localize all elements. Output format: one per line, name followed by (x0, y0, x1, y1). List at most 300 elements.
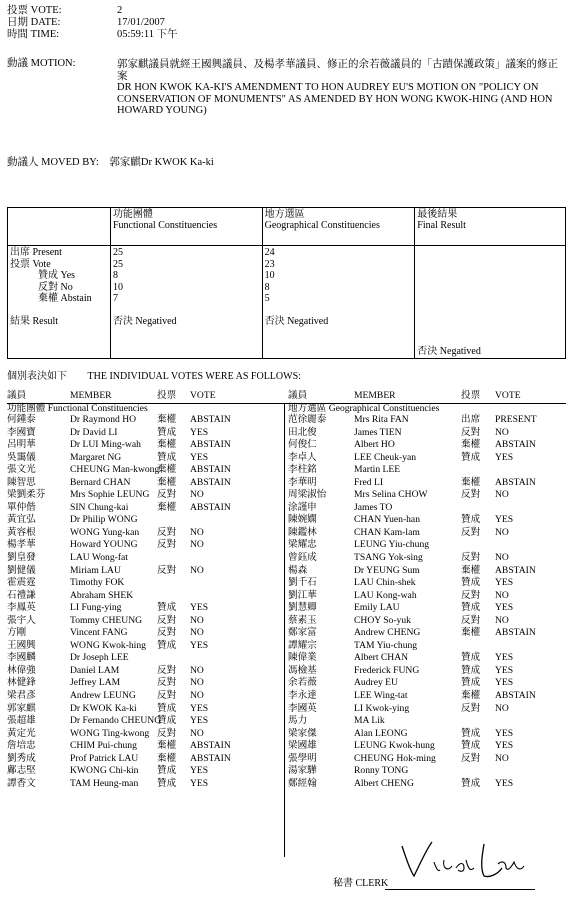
member-name-en: TAM Heung-man (70, 777, 139, 789)
vote-en: YES (190, 451, 209, 463)
member-name-en: SIN Chung-kai (70, 501, 129, 513)
vote-zh: 贊成 (461, 777, 481, 789)
member-name-en: Dr Raymond HO (70, 414, 137, 425)
member-name-zh: 楊孝華 (7, 539, 36, 551)
member-vote-row (7, 779, 282, 792)
member-name-zh: 黃容根 (7, 526, 36, 538)
gc-group-title: 地方選區 Geographical Constituencies (288, 403, 440, 414)
vote-en: YES (495, 740, 514, 752)
member-vote-row (288, 465, 566, 478)
vote-en: YES (495, 652, 514, 664)
member-name-zh: 霍震霆 (7, 577, 36, 589)
member-vote-row (288, 704, 566, 717)
member-vote-row (7, 591, 282, 604)
fc-present: 25 (112, 247, 123, 258)
member-name-zh: 周梁淑怡 (288, 489, 327, 501)
member-vote-row (7, 528, 282, 541)
vote-zh: 贊成 (157, 602, 177, 614)
member-name-en: WONG Ting-kwong (70, 727, 150, 739)
member-name-en: Emily LAU (354, 602, 400, 614)
clerk-signature-line (385, 889, 535, 890)
vote-zh: 反對 (157, 727, 177, 739)
gc-hdr-vote-zh: 投票 (461, 390, 481, 401)
member-name-en: Andrew CHENG (354, 627, 421, 639)
member-name-zh: 馮檢基 (288, 664, 317, 676)
vote-zh: 贊成 (461, 451, 481, 463)
individual-votes (7, 391, 566, 857)
member-name-zh: 蔡素玉 (288, 614, 317, 626)
final-header: 最後結果 Final Result (415, 208, 566, 246)
vote-zh: 反對 (157, 614, 177, 626)
vote-zh: 贊成 (157, 765, 177, 777)
vote-zh: 贊成 (461, 740, 481, 752)
count-labels (8, 246, 111, 359)
member-vote-row (7, 566, 282, 579)
gc-column (288, 391, 566, 791)
member-vote-row (7, 503, 282, 516)
vote-en: ABSTAIN (495, 564, 536, 576)
vote-en: YES (495, 677, 514, 689)
fc-column (7, 391, 282, 791)
vote-zh: 棄權 (461, 690, 481, 702)
vote-zh: 棄權 (461, 564, 481, 576)
member-vote-row (288, 741, 566, 754)
fc-counts (110, 246, 262, 359)
vote-en: YES (495, 602, 514, 614)
member-name-zh: 王國興 (7, 639, 36, 651)
member-name-en: Dr Fernando CHEUNG (70, 715, 162, 727)
member-name-zh: 余若薇 (288, 677, 317, 689)
vote-en: ABSTAIN (190, 439, 231, 451)
vote-zh: 贊成 (461, 652, 481, 664)
gc-hdr-member-en: MEMBER (354, 390, 396, 401)
member-name-en: Fred LI (354, 476, 384, 488)
member-name-zh: 張文光 (7, 464, 36, 476)
gc-header: 地方選區 Geographical Constituencies (262, 208, 415, 246)
fc-rows (7, 415, 282, 791)
fc-hdr-member-zh: 議員 (7, 390, 27, 401)
vote-zh: 出席 (461, 414, 481, 425)
mover-value: 郭家麒Dr KWOK Ka-ki (109, 157, 214, 168)
member-name-en: LEUNG Yiu-chung (354, 539, 430, 551)
intro-zh: 個別表決如下 (7, 371, 67, 382)
member-name-zh: 梁劉柔芬 (7, 489, 46, 501)
member-name-zh: 陳婉嫻 (288, 514, 317, 526)
member-name-en: CHOY So-yuk (354, 614, 411, 626)
member-name-en: Andrew LEUNG (70, 690, 136, 702)
vote-zh: 棄權 (157, 439, 177, 451)
member-name-zh: 李鳳英 (7, 602, 36, 614)
gc-hdr-member-zh: 議員 (288, 390, 308, 401)
member-vote-row (7, 578, 282, 591)
fc-yes: 8 (112, 270, 118, 281)
member-name-en: LEUNG Kwok-hung (354, 740, 435, 752)
vote-zh: 贊成 (461, 727, 481, 739)
vote-zh: 反對 (461, 752, 481, 764)
member-name-zh: 李國英 (288, 702, 317, 714)
vote-en: ABSTAIN (190, 740, 231, 752)
member-name-zh: 林偉強 (7, 664, 36, 676)
member-vote-row (7, 616, 282, 629)
vote-en: NO (190, 489, 204, 501)
vote-zh: 贊成 (157, 639, 177, 651)
vote-zh: 棄權 (157, 476, 177, 488)
member-vote-row (7, 766, 282, 779)
member-name-zh: 梁耀忠 (288, 539, 317, 551)
vote-en: YES (495, 777, 514, 789)
gc-counts (262, 246, 415, 359)
vote-count-label: 投票 Vote (10, 258, 51, 270)
member-name-zh: 劉皇發 (7, 552, 36, 564)
vote-zh: 棄權 (461, 476, 481, 488)
member-name-en: LEE Wing-tat (354, 690, 408, 702)
member-name-en: CHIM Pui-chung (70, 740, 137, 752)
motion-text-zh: 郭家麒議員就經王國興議員、及楊孝華議員、修正的余若薇議員的「古蹟保護政策」議案的修正案 (117, 59, 558, 82)
vote-zh: 贊成 (157, 451, 177, 463)
member-name-zh: 陳智思 (7, 476, 36, 488)
vote-zh: 棄權 (157, 740, 177, 752)
member-name-zh: 黃定光 (7, 727, 36, 739)
vote-en: ABSTAIN (495, 439, 536, 451)
member-name-en: TAM Yiu-chung (354, 639, 418, 651)
member-name-en: CHEUNG Man-kwong (70, 464, 160, 476)
member-name-en: Abraham SHEK (70, 589, 134, 601)
vote-en: ABSTAIN (495, 476, 536, 488)
yes-label: 贊成 Yes (38, 270, 76, 281)
member-name-en: Timothy FOK (70, 577, 125, 589)
member-name-en: WONG Yung-kan (70, 526, 140, 538)
member-name-zh: 陳偉業 (288, 652, 317, 664)
member-name-en: LAU Wong-fat (70, 552, 128, 564)
vote-zh: 贊成 (461, 602, 481, 614)
member-vote-row (288, 779, 566, 792)
vote-en: YES (190, 777, 209, 789)
fc-no: 10 (112, 281, 123, 293)
vote-zh: 反對 (461, 489, 481, 501)
vote-en: YES (495, 727, 514, 739)
member-name-zh: 梁君彥 (7, 690, 36, 702)
member-vote-row (7, 653, 282, 666)
gc-rows (288, 415, 566, 791)
member-name-en: LEE Cheuk-yan (354, 451, 417, 463)
member-name-zh: 李柱銘 (288, 464, 317, 476)
member-name-en: Frederick FUNG (354, 664, 420, 676)
member-vote-row (288, 578, 566, 591)
vote-zh: 贊成 (157, 426, 177, 438)
member-name-zh: 石禮謙 (7, 589, 36, 601)
member-name-zh: 陳鑑林 (288, 526, 317, 538)
member-name-en: Audrey EU (354, 677, 398, 689)
member-vote-row (7, 691, 282, 704)
member-vote-row (7, 716, 282, 729)
member-name-zh: 劉秀成 (7, 752, 36, 764)
member-name-en: Bernard CHAN (70, 476, 131, 488)
member-name-en: Dr KWOK Ka-ki (70, 702, 137, 714)
vote-en: YES (495, 451, 514, 463)
member-vote-row (288, 566, 566, 579)
member-name-en: LI Kwok-ying (354, 702, 410, 714)
vote-label: 投票 VOTE: (7, 5, 62, 16)
no-label: 反對 No (38, 281, 73, 293)
member-name-en: CHEUNG Hok-ming (354, 752, 436, 764)
vote-zh: 反對 (461, 526, 481, 538)
member-name-en: LI Fung-ying (70, 602, 122, 614)
member-name-en: Albert CHENG (354, 777, 414, 789)
member-vote-row (7, 465, 282, 478)
vote-en: YES (495, 664, 514, 676)
member-vote-row (288, 666, 566, 679)
fc-abstain: 7 (112, 293, 118, 304)
member-name-en: Dr David LI (70, 426, 118, 438)
fc-hdr-member-en: MEMBER (70, 390, 112, 401)
member-vote-row (288, 415, 566, 428)
column-divider (284, 403, 285, 857)
vote-en: NO (495, 426, 509, 438)
member-name-zh: 馬力 (288, 715, 308, 727)
vote-en: NO (495, 752, 509, 764)
member-vote-row (7, 741, 282, 754)
member-vote-row (7, 729, 282, 742)
member-vote-row (7, 490, 282, 503)
vote-en: NO (190, 614, 204, 626)
member-name-en: WONG Kwok-hing (70, 639, 146, 651)
gc-present: 24 (264, 247, 275, 258)
vote-zh: 贊成 (157, 702, 177, 714)
member-vote-row (7, 603, 282, 616)
vote-en: YES (495, 577, 514, 589)
member-vote-row (288, 691, 566, 704)
vote-value: 2 (117, 5, 123, 16)
vote-en: ABSTAIN (190, 501, 231, 513)
member-name-en: Mrs Sophie LEUNG (70, 489, 150, 501)
member-name-en: LAU Kong-wah (354, 589, 417, 601)
member-name-zh: 方剛 (7, 627, 27, 639)
member-vote-row (288, 716, 566, 729)
member-name-zh: 楊森 (288, 564, 308, 576)
member-name-en: Vincent FANG (70, 627, 128, 639)
fc-header: 功能團體 Functional Constituencies (110, 208, 262, 246)
vote-zh: 反對 (157, 664, 177, 676)
member-name-zh: 呂明華 (7, 439, 36, 451)
member-vote-row (288, 540, 566, 553)
member-vote-row (288, 515, 566, 528)
member-name-zh: 梁家傑 (288, 727, 317, 739)
fc-column-header (7, 391, 282, 403)
member-vote-row (7, 641, 282, 654)
vote-zh: 反對 (157, 627, 177, 639)
final-result: 否決 Negatived (417, 345, 481, 357)
fc-hdr-vote-en: VOTE (190, 390, 216, 401)
fc-result: 否決 Negatived (112, 315, 177, 327)
vote-zh: 贊成 (461, 514, 481, 526)
member-name-en: CHAN Yuen-han (354, 514, 420, 526)
member-vote-row (7, 428, 282, 441)
vote-zh: 棄權 (461, 627, 481, 639)
member-name-en: MA Lik (354, 715, 385, 727)
result-table (7, 207, 566, 359)
member-name-en: Mrs Rita FAN (354, 414, 409, 425)
clerk-label: 秘書 CLERK (333, 878, 389, 889)
member-vote-row (288, 653, 566, 666)
member-name-zh: 梁國雄 (288, 740, 317, 752)
member-name-en: Martin LEE (354, 464, 401, 476)
individual-votes-intro (7, 372, 301, 382)
member-name-zh: 張宇人 (7, 614, 36, 626)
member-name-zh: 譚香文 (7, 777, 36, 789)
member-name-en: Miriam LAU (70, 564, 121, 576)
member-vote-row (7, 754, 282, 767)
member-vote-row (7, 440, 282, 453)
vote-en: YES (190, 602, 209, 614)
vote-zh: 反對 (157, 690, 177, 702)
vote-zh: 反對 (157, 564, 177, 576)
vote-en: NO (190, 526, 204, 538)
member-name-zh: 劉健儀 (7, 564, 36, 576)
member-name-en: Ronny TONG (354, 765, 409, 777)
member-name-zh: 范徐麗泰 (288, 414, 327, 425)
vote-zh: 反對 (461, 614, 481, 626)
vote-zh: 反對 (157, 677, 177, 689)
gc-yes: 10 (264, 270, 275, 281)
member-name-en: Daniel LAM (70, 664, 120, 676)
vote-en: YES (495, 514, 514, 526)
member-name-zh: 單仲偕 (7, 501, 36, 513)
vote-en: NO (495, 702, 509, 714)
member-name-zh: 李永達 (288, 690, 317, 702)
vote-en: NO (190, 690, 204, 702)
vote-zh: 贊成 (461, 577, 481, 589)
member-vote-row (288, 553, 566, 566)
member-name-zh: 詹培忠 (7, 740, 36, 752)
present-label: 出席 Present (10, 247, 62, 258)
vote-en: NO (495, 552, 509, 564)
vote-zh: 反對 (157, 489, 177, 501)
vote-zh: 棄權 (461, 439, 481, 451)
member-vote-row (7, 678, 282, 691)
clerk-signature (398, 838, 528, 882)
member-name-zh: 湯家驊 (288, 765, 317, 777)
vote-en: ABSTAIN (495, 690, 536, 702)
motion-text-en: DR HON KWOK KA-KI'S AMENDMENT TO HON AUDREY EU'S MOTION ON "POLICY ON CONSERVATION OF MONUMENTS" AS AMENDED BY HON WONG KWOK-HING (AND HON HOWARD YOUNG) (117, 82, 553, 116)
vote-en: YES (190, 715, 209, 727)
member-name-en: Albert HO (354, 439, 395, 451)
member-name-zh: 鄺志堅 (7, 765, 36, 777)
final-result-cell (415, 246, 566, 359)
member-name-en: Mrs Selina CHOW (354, 489, 428, 501)
vote-en: NO (495, 589, 509, 601)
member-vote-row (7, 553, 282, 566)
vote-en: NO (495, 489, 509, 501)
member-vote-row (288, 440, 566, 453)
gc-no: 8 (264, 281, 270, 293)
member-name-zh: 林健鋒 (7, 677, 36, 689)
vote-zh: 棄權 (157, 501, 177, 513)
vote-en: NO (190, 539, 204, 551)
gc-column-header (288, 391, 566, 403)
member-name-zh: 李華明 (288, 476, 317, 488)
gc-vote: 23 (264, 258, 275, 270)
vote-en: YES (190, 702, 209, 714)
member-name-en: Albert CHAN (354, 652, 409, 664)
vote-zh: 贊成 (461, 664, 481, 676)
vote-zh: 反對 (461, 589, 481, 601)
vote-zh: 棄權 (157, 752, 177, 764)
member-name-zh: 曾鈺成 (288, 552, 317, 564)
member-name-en: KWONG Chi-kin (70, 765, 139, 777)
member-name-zh: 田北俊 (288, 426, 317, 438)
member-name-zh: 吳靄儀 (7, 451, 36, 463)
fc-hdr-vote-zh: 投票 (157, 390, 177, 401)
member-name-zh: 張學明 (288, 752, 317, 764)
vote-en: NO (190, 627, 204, 639)
member-name-en: Prof Patrick LAU (70, 752, 139, 764)
vote-zh: 反對 (461, 702, 481, 714)
fc-vote: 25 (112, 258, 123, 270)
member-name-en: Dr Joseph LEE (70, 652, 129, 664)
vote-zh: 贊成 (157, 777, 177, 789)
date-label: 日期 DATE: (7, 17, 61, 28)
vote-en: ABSTAIN (495, 627, 536, 639)
motion-label: 動議 MOTION: (7, 58, 76, 69)
result-header-blank (8, 208, 111, 246)
member-vote-row (7, 666, 282, 679)
member-vote-row (7, 628, 282, 641)
member-name-zh: 譚耀宗 (288, 639, 317, 651)
member-name-zh: 劉千石 (288, 577, 317, 589)
mover-label: 動議人 MOVED BY: (7, 157, 99, 168)
vote-en: NO (190, 677, 204, 689)
member-name-zh: 李國寶 (7, 426, 36, 438)
date-value: 17/01/2007 (117, 17, 165, 28)
member-vote-row (7, 515, 282, 528)
member-vote-row (288, 453, 566, 466)
member-name-zh: 郭家麒 (7, 702, 36, 714)
vote-en: ABSTAIN (190, 476, 231, 488)
member-name-zh: 張超雄 (7, 715, 36, 727)
intro-en: THE INDIVIDUAL VOTES WERE AS FOLLOWS: (87, 371, 301, 382)
member-name-zh: 鄭家富 (288, 627, 317, 639)
member-vote-row (288, 603, 566, 616)
vote-en: YES (190, 426, 209, 438)
member-name-en: Jeffrey LAM (70, 677, 121, 689)
vote-en: NO (190, 727, 204, 739)
member-vote-row (288, 503, 566, 516)
member-name-zh: 李國麟 (7, 652, 36, 664)
member-vote-row (288, 766, 566, 779)
member-name-en: CHAN Kam-lam (354, 526, 420, 538)
gc-result: 否決 Negatived (264, 315, 329, 327)
gc-hdr-vote-en: VOTE (495, 390, 521, 401)
vote-zh: 贊成 (157, 715, 177, 727)
vote-en: YES (190, 639, 209, 651)
vote-en: YES (190, 765, 209, 777)
member-name-zh: 何俊仁 (288, 439, 317, 451)
member-vote-row (288, 591, 566, 604)
vote-zh: 反對 (157, 526, 177, 538)
member-name-zh: 黃宜弘 (7, 514, 36, 526)
vote-en: ABSTAIN (190, 414, 231, 425)
member-name-en: Howard YOUNG (70, 539, 138, 551)
member-vote-row (288, 641, 566, 654)
member-name-en: TSANG Yok-sing (354, 552, 423, 564)
vote-zh: 反對 (157, 539, 177, 551)
mover-row (7, 158, 214, 169)
vote-zh: 反對 (461, 426, 481, 438)
vote-en: ABSTAIN (190, 752, 231, 764)
vote-en: NO (190, 664, 204, 676)
vote-zh: 棄權 (157, 414, 177, 425)
member-vote-row (288, 754, 566, 767)
